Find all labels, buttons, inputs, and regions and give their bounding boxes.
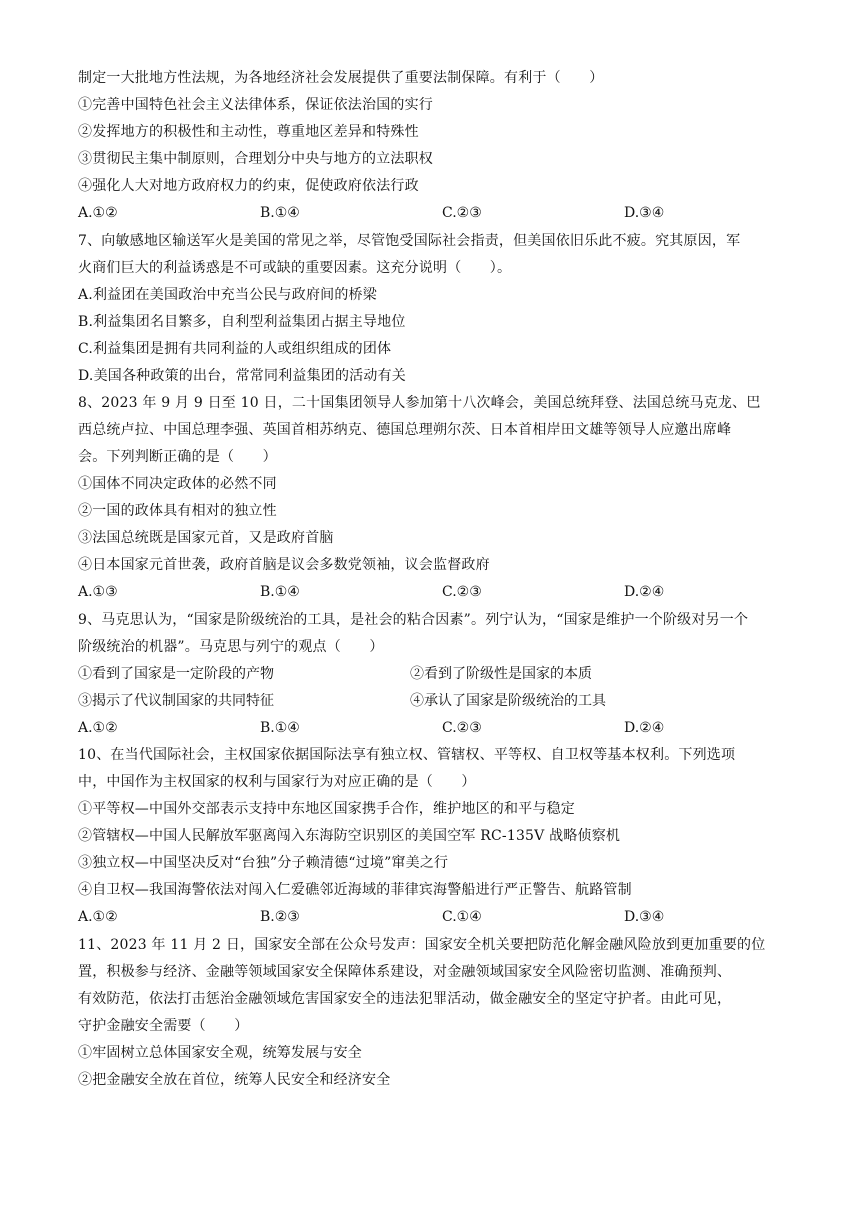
q8-item-1: ①国体不同决定政体的必然不同 [78, 476, 277, 492]
q6-item-2: ②发挥地方的积极性和主动性，尊重地区差异和特殊性 [78, 124, 419, 140]
q9-item-2: ②看到了阶级性是国家的本质 [410, 666, 592, 682]
question-11-stem-line-1: 11、2023 年 11 月 2 日，国家安全部在公众号发声：国家安全机关要把防范化解金融风险放到更加重要的位 [78, 937, 766, 953]
q8-option-d: D.②④ [624, 584, 665, 600]
q10-option-d: D.③④ [624, 909, 665, 925]
q9-items-row-2 [78, 688, 798, 715]
q9-option-a: A.①② [78, 720, 118, 736]
q10-option-c: C.①④ [442, 909, 482, 925]
q6-options [78, 200, 798, 227]
q10-option-b: B.②③ [260, 909, 300, 925]
q8-item-2: ②一国的政体具有相对的独立性 [78, 503, 277, 519]
q10-item-3: ③独立权—中国坚决反对“台独”分子赖清德“过境”窜美之行 [78, 855, 449, 871]
question-10-stem-line-1: 10、在当代国际社会，主权国家依据国际法享有独立权、管辖权、平等权、自卫权等基本权利。下列选项 [78, 747, 736, 763]
q9-option-c: C.②③ [442, 720, 482, 736]
q8-option-b: B.①④ [260, 584, 300, 600]
q7-option-c: C.利益集团是拥有共同利益的人或组织组成的团体 [78, 341, 392, 357]
question-10-stem-line-2: 中，中国作为主权国家的权利与国家行为对应正确的是（ ） [78, 774, 476, 790]
q7-option-a: A.利益团在美国政治中充当公民与政府间的桥梁 [78, 287, 377, 303]
question-11-stem-line-2: 置，积极参与经济、金融等领域国家安全保障体系建设，对金融领域国家安全风险密切监测、准确预判、 [78, 964, 732, 980]
q6-item-4: ④强化人大对地方政府权力的约束，促使政府依法行政 [78, 178, 419, 194]
q9-item-1: ①看到了国家是一定阶段的产物 [78, 666, 274, 682]
q10-options [78, 904, 798, 931]
question-8-stem-line-3: 会。下列判断正确的是（ ） [78, 449, 277, 465]
question-7-stem-line-1: 7、向敏感地区输送军火是美国的常见之举，尽管饱受国际社会指责，但美国依旧乐此不疲。究其原因，军 [78, 233, 741, 249]
q6-option-b: B.①④ [260, 205, 300, 221]
question-7-stem-line-2: 火商们巨大的利益诱惑是不可或缺的重要因素。这充分说明（ ）。 [78, 260, 512, 276]
q9-item-4: ④承认了国家是阶级统治的工具 [410, 693, 606, 709]
q10-item-4: ④自卫权—我国海警依法对闯入仁爱礁邻近海域的菲律宾海警船进行严正警告、航路管制 [78, 882, 632, 898]
q8-options [78, 579, 798, 606]
q8-option-a: A.①③ [78, 584, 118, 600]
q10-option-a: A.①② [78, 909, 118, 925]
question-11-stem-line-4: 守护金融安全需要（ ） [78, 1018, 249, 1034]
q9-item-3: ③揭示了代议制国家的共同特征 [78, 693, 274, 709]
q10-item-2: ②管辖权—中国人民解放军驱离闯入东海防空识别区的美国空军 RC-135V 战略侦察机 [78, 828, 621, 844]
q6-option-d: D.③④ [624, 205, 665, 221]
q8-item-4: ④日本国家元首世袭，政府首脑是议会多数党领袖，议会监督政府 [78, 557, 490, 573]
q10-item-1: ①平等权—中国外交部表示支持中东地区国家携手合作，维护地区的和平与稳定 [78, 801, 575, 817]
q9-option-b: B.①④ [260, 720, 300, 736]
question-8-stem-line-1: 8、2023 年 9 月 9 日至 10 日，二十国集团领导人参加第十八次峰会，美国总统拜登、法国总统马克龙、巴 [78, 395, 761, 411]
q8-option-c: C.②③ [442, 584, 482, 600]
q6-option-c: C.②③ [442, 205, 482, 221]
q7-option-d: D.美国各种政策的出台，常常同利益集团的活动有关 [78, 368, 406, 384]
q11-item-1: ①牢固树立总体国家安全观，统筹发展与安全 [78, 1045, 362, 1061]
question-6-stem: 制定一大批地方性法规，为各地经济社会发展提供了重要法制保障。有利于（ ） [78, 70, 604, 86]
q9-option-d: D.②④ [624, 720, 665, 736]
q6-item-3: ③贯彻民主集中制原则，合理划分中央与地方的立法职权 [78, 151, 433, 167]
q7-option-b: B.利益集团名目繁多，自利型利益集团占据主导地位 [78, 314, 406, 330]
q9-options [78, 715, 798, 742]
question-9-stem-line-2: 阶级统治的机器”。马克思与列宁的观点（ ） [78, 639, 384, 655]
question-11-stem-line-3: 有效防范，依法打击惩治金融领域危害国家安全的违法犯罪活动，做金融安全的坚定守护者。由此可见， [78, 991, 732, 1007]
q8-item-3: ③法国总统既是国家元首，又是政府首脑 [78, 530, 334, 546]
question-9-stem-line-1: 9、马克思认为，“国家是阶级统治的工具，是社会的粘合因素”。列宁认为，“国家是维护一个阶级对另一个 [78, 612, 749, 628]
q11-item-2: ②把金融安全放在首位，统筹人民安全和经济安全 [78, 1072, 391, 1088]
q6-item-1: ①完善中国特色社会主义法律体系，保证依法治国的实行 [78, 97, 433, 113]
q9-items-row-1 [78, 661, 798, 688]
question-8-stem-line-2: 西总统卢拉、中国总理李强、英国首相苏纳克、德国总理朔尔茨、日本首相岸田文雄等领导人应邀出席峰 [78, 422, 732, 438]
q6-option-a: A.①② [78, 205, 118, 221]
